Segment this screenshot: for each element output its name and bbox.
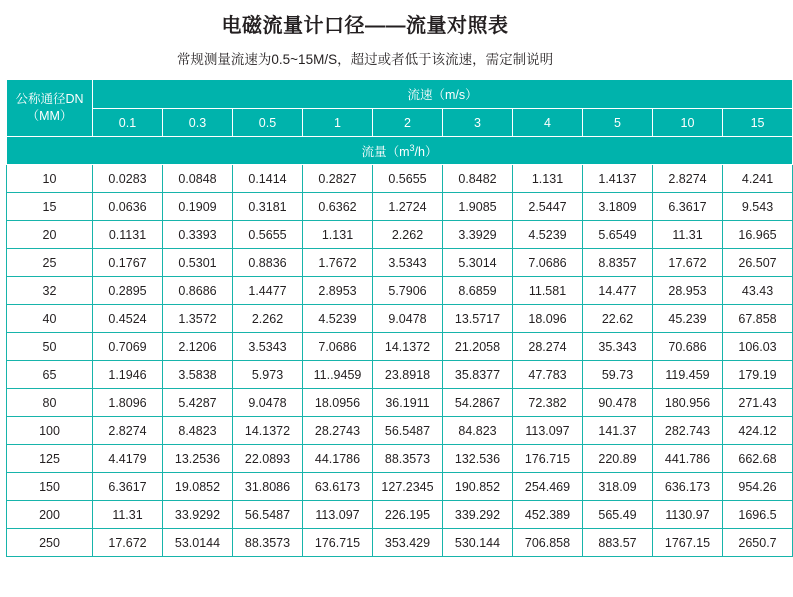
cell-flow-value: 9.0478 — [373, 305, 443, 333]
cell-flow-value: 9.543 — [723, 193, 793, 221]
header-cell-dn — [7, 80, 93, 137]
cell-flow-value: 9.0478 — [233, 389, 303, 417]
table-row — [7, 193, 793, 221]
cell-flow-value: 1.131 — [513, 165, 583, 193]
cell-dn: 40 — [7, 305, 93, 333]
cell-flow-value: 44.1786 — [303, 445, 373, 473]
cell-flow-value: 106.03 — [723, 333, 793, 361]
cell-dn: 250 — [7, 529, 93, 557]
cell-flow-value: 2.8274 — [93, 417, 163, 445]
page-subtitle: 常规测量流速为0.5~15M/S，超过或者低于该流速，需定制说明 — [176, 52, 554, 67]
cell-flow-value: 565.49 — [583, 501, 653, 529]
cell-flow-value: 0.0848 — [163, 165, 233, 193]
flow-label-suffix: /h） — [414, 144, 438, 159]
cell-flow-value: 6.3617 — [653, 193, 723, 221]
cell-flow-value: 318.09 — [583, 473, 653, 501]
cell-flow-value: 7.0686 — [513, 249, 583, 277]
table-row — [7, 417, 793, 445]
cell-flow-value: 1.3572 — [163, 305, 233, 333]
cell-flow-value: 17.672 — [653, 249, 723, 277]
cell-flow-value: 8.6859 — [443, 277, 513, 305]
cell-flow-value: 88.3573 — [373, 445, 443, 473]
cell-flow-value: 113.097 — [303, 501, 373, 529]
cell-flow-value: 0.1131 — [93, 221, 163, 249]
cell-flow-value: 16.965 — [723, 221, 793, 249]
header-dn-line1: 公称通径DN — [15, 92, 84, 107]
cell-flow-value: 33.9292 — [163, 501, 233, 529]
cell-flow-value: 441.786 — [653, 445, 723, 473]
cell-flow-value: 18.0956 — [303, 389, 373, 417]
cell-flow-value: 59.73 — [583, 361, 653, 389]
cell-flow-value: 0.5655 — [233, 221, 303, 249]
cell-flow-value: 63.6173 — [303, 473, 373, 501]
table-body — [7, 165, 793, 557]
table-row — [7, 473, 793, 501]
cell-flow-value: 19.0852 — [163, 473, 233, 501]
cell-flow-value: 84.823 — [443, 417, 513, 445]
page-title: 电磁流量计口径——流量对照表 — [221, 15, 509, 37]
flow-label-sup: 3 — [409, 142, 415, 153]
cell-flow-value: 176.715 — [303, 529, 373, 557]
cell-flow-value: 113.097 — [513, 417, 583, 445]
header-velocity-1: 0.3 — [163, 109, 233, 137]
table-row — [7, 445, 793, 473]
cell-flow-value: 1130.97 — [653, 501, 723, 529]
cell-flow-value: 0.4524 — [93, 305, 163, 333]
cell-flow-value: 1696.5 — [723, 501, 793, 529]
cell-flow-value: 3.5343 — [373, 249, 443, 277]
table-row — [7, 305, 793, 333]
header-velocity-7: 5 — [583, 109, 653, 137]
cell-flow-value: 2.5447 — [513, 193, 583, 221]
cell-dn: 15 — [7, 193, 93, 221]
cell-flow-value: 226.195 — [373, 501, 443, 529]
cell-flow-value: 119.459 — [653, 361, 723, 389]
cell-flow-value: 0.1414 — [233, 165, 303, 193]
cell-flow-value: 54.2867 — [443, 389, 513, 417]
cell-flow-value: 0.0283 — [93, 165, 163, 193]
cell-flow-value: 1767.15 — [653, 529, 723, 557]
header-velocity-2: 0.5 — [233, 109, 303, 137]
table-row — [7, 361, 793, 389]
cell-flow-value: 662.68 — [723, 445, 793, 473]
cell-flow-value: 26.507 — [723, 249, 793, 277]
cell-flow-value: 180.956 — [653, 389, 723, 417]
cell-flow-value: 5.3014 — [443, 249, 513, 277]
cell-flow-value: 636.173 — [653, 473, 723, 501]
cell-flow-value: 2.1206 — [163, 333, 233, 361]
cell-flow-value: 0.3181 — [233, 193, 303, 221]
cell-flow-value: 220.89 — [583, 445, 653, 473]
cell-dn: 50 — [7, 333, 93, 361]
cell-flow-value: 0.3393 — [163, 221, 233, 249]
cell-flow-value: 72.382 — [513, 389, 583, 417]
cell-flow-value: 706.858 — [513, 529, 583, 557]
table-row — [7, 249, 793, 277]
cell-flow-value: 5.4287 — [163, 389, 233, 417]
cell-flow-value: 4.5239 — [303, 305, 373, 333]
cell-dn: 10 — [7, 165, 93, 193]
cell-flow-value: 132.536 — [443, 445, 513, 473]
cell-flow-value: 2.262 — [233, 305, 303, 333]
cell-flow-value: 1.7672 — [303, 249, 373, 277]
cell-flow-value: 3.3929 — [443, 221, 513, 249]
cell-flow-value: 11.581 — [513, 277, 583, 305]
cell-flow-value: 0.1909 — [163, 193, 233, 221]
cell-flow-value: 0.6362 — [303, 193, 373, 221]
cell-flow-value: 23.8918 — [373, 361, 443, 389]
cell-flow-value: 4.5239 — [513, 221, 583, 249]
cell-flow-value: 21.2058 — [443, 333, 513, 361]
header-velocity-4: 2 — [373, 109, 443, 137]
cell-flow-value: 6.3617 — [93, 473, 163, 501]
cell-flow-value: 47.783 — [513, 361, 583, 389]
table-header — [7, 80, 793, 165]
header-velocity-0: 0.1 — [93, 109, 163, 137]
cell-flow-value: 1.2724 — [373, 193, 443, 221]
cell-flow-value: 271.43 — [723, 389, 793, 417]
cell-flow-value: 22.62 — [583, 305, 653, 333]
header-row-flow-band — [7, 137, 793, 165]
cell-flow-value: 452.389 — [513, 501, 583, 529]
cell-flow-value: 0.8686 — [163, 277, 233, 305]
header-velocity-8: 10 — [653, 109, 723, 137]
cell-flow-value: 43.43 — [723, 277, 793, 305]
cell-flow-value: 35.8377 — [443, 361, 513, 389]
cell-flow-value: 176.715 — [513, 445, 583, 473]
cell-flow-value: 0.2827 — [303, 165, 373, 193]
cell-flow-value: 3.5838 — [163, 361, 233, 389]
cell-flow-value: 3.5343 — [233, 333, 303, 361]
cell-flow-value: 141.37 — [583, 417, 653, 445]
cell-flow-value: 179.19 — [723, 361, 793, 389]
header-velocity-6: 4 — [513, 109, 583, 137]
header-velocity-5: 3 — [443, 109, 513, 137]
cell-flow-value: 0.1767 — [93, 249, 163, 277]
cell-dn: 125 — [7, 445, 93, 473]
cell-flow-value: 28.2743 — [303, 417, 373, 445]
cell-flow-value: 0.5655 — [373, 165, 443, 193]
cell-flow-value: 339.292 — [443, 501, 513, 529]
cell-flow-value: 56.5487 — [233, 501, 303, 529]
cell-flow-value: 883.57 — [583, 529, 653, 557]
cell-flow-value: 31.8086 — [233, 473, 303, 501]
cell-flow-value: 424.12 — [723, 417, 793, 445]
cell-flow-value: 17.672 — [93, 529, 163, 557]
cell-flow-value: 0.5301 — [163, 249, 233, 277]
header-row-velocity-values — [7, 109, 793, 137]
header-velocity-9: 15 — [723, 109, 793, 137]
cell-flow-value: 0.8836 — [233, 249, 303, 277]
cell-flow-value: 254.469 — [513, 473, 583, 501]
cell-flow-value: 8.4823 — [163, 417, 233, 445]
flow-label-prefix: 流量（m — [361, 144, 410, 159]
header-cell-velocity: 流速（m/s） — [93, 80, 793, 109]
cell-flow-value: 67.858 — [723, 305, 793, 333]
header-dn-line2: （MM） — [26, 109, 73, 123]
cell-flow-value: 90.478 — [583, 389, 653, 417]
cell-flow-value: 2650.7 — [723, 529, 793, 557]
cell-flow-value: 1.131 — [303, 221, 373, 249]
cell-flow-value: 11.31 — [653, 221, 723, 249]
cell-flow-value: 45.239 — [653, 305, 723, 333]
table-row — [7, 333, 793, 361]
table-row — [7, 389, 793, 417]
cell-flow-value: 13.5717 — [443, 305, 513, 333]
cell-flow-value: 1.4137 — [583, 165, 653, 193]
cell-flow-value: 3.1809 — [583, 193, 653, 221]
cell-dn: 25 — [7, 249, 93, 277]
cell-flow-value: 14.1372 — [233, 417, 303, 445]
cell-flow-value: 1.4477 — [233, 277, 303, 305]
header-cell-flow-unit — [7, 137, 793, 165]
cell-flow-value: 2.262 — [373, 221, 443, 249]
cell-flow-value: 28.953 — [653, 277, 723, 305]
cell-flow-value: 190.852 — [443, 473, 513, 501]
cell-flow-value: 1.8096 — [93, 389, 163, 417]
table-row — [7, 221, 793, 249]
cell-flow-value: 28.274 — [513, 333, 583, 361]
cell-dn: 200 — [7, 501, 93, 529]
cell-flow-value: 70.686 — [653, 333, 723, 361]
cell-flow-value: 0.0636 — [93, 193, 163, 221]
cell-flow-value: 353.429 — [373, 529, 443, 557]
cell-flow-value: 14.477 — [583, 277, 653, 305]
cell-dn: 32 — [7, 277, 93, 305]
cell-flow-value: 22.0893 — [233, 445, 303, 473]
cell-dn: 150 — [7, 473, 93, 501]
cell-flow-value: 2.8274 — [653, 165, 723, 193]
cell-flow-value: 7.0686 — [303, 333, 373, 361]
cell-flow-value: 53.0144 — [163, 529, 233, 557]
cell-flow-value: 1.9085 — [443, 193, 513, 221]
cell-dn: 20 — [7, 221, 93, 249]
cell-flow-value: 954.26 — [723, 473, 793, 501]
cell-flow-value: 13.2536 — [163, 445, 233, 473]
cell-flow-value: 5.973 — [233, 361, 303, 389]
cell-flow-value: 530.144 — [443, 529, 513, 557]
cell-flow-value: 127.2345 — [373, 473, 443, 501]
flow-comparison-table — [6, 79, 793, 557]
cell-flow-value: 0.8482 — [443, 165, 513, 193]
header-row-velocity — [7, 80, 793, 109]
header-velocity-3: 1 — [303, 109, 373, 137]
cell-flow-value: 2.8953 — [303, 277, 373, 305]
cell-dn: 80 — [7, 389, 93, 417]
page-container — [0, 9, 777, 557]
table-row — [7, 529, 793, 557]
cell-flow-value: 5.6549 — [583, 221, 653, 249]
cell-dn: 100 — [7, 417, 93, 445]
cell-flow-value: 0.2895 — [93, 277, 163, 305]
cell-flow-value: 56.5487 — [373, 417, 443, 445]
cell-flow-value: 11.31 — [93, 501, 163, 529]
cell-flow-value: 0.7069 — [93, 333, 163, 361]
table-row — [7, 277, 793, 305]
cell-flow-value: 14.1372 — [373, 333, 443, 361]
cell-flow-value: 36.1911 — [373, 389, 443, 417]
cell-flow-value: 5.7906 — [373, 277, 443, 305]
cell-flow-value: 11..9459 — [303, 361, 373, 389]
table-row — [7, 501, 793, 529]
cell-dn: 65 — [7, 361, 93, 389]
cell-flow-value: 1.1946 — [93, 361, 163, 389]
cell-flow-value: 8.8357 — [583, 249, 653, 277]
cell-flow-value: 35.343 — [583, 333, 653, 361]
cell-flow-value: 4.241 — [723, 165, 793, 193]
cell-flow-value: 282.743 — [653, 417, 723, 445]
cell-flow-value: 4.4179 — [93, 445, 163, 473]
table-row — [7, 165, 793, 193]
cell-flow-value: 88.3573 — [233, 529, 303, 557]
cell-flow-value: 18.096 — [513, 305, 583, 333]
